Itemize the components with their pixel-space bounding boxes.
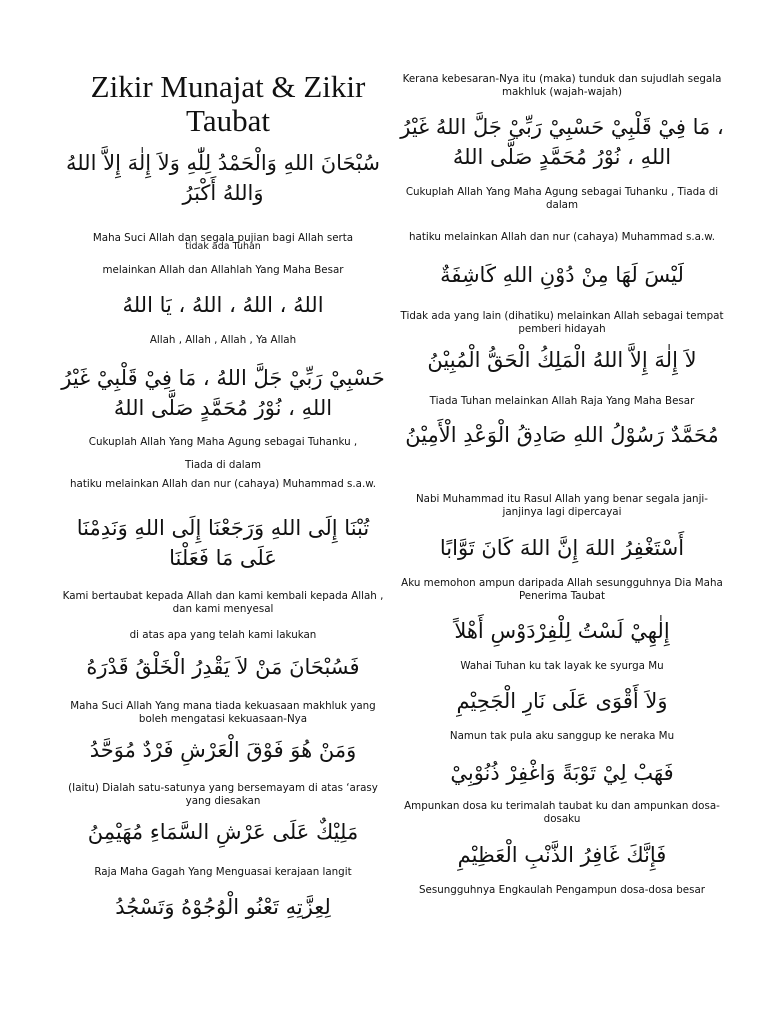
translation-line: Kerana kebesaran-Nya itu (maka) tunduk dan sujudlah segala makhluk (wajah-wajah) xyxy=(402,73,722,98)
translation-line: Raja Maha Gagah Yang Menguasai kerajaan langit xyxy=(94,866,352,878)
translation-line: (Iaitu) Dialah satu-satunya yang bersemayam di atas ‘arasy yang diesakan xyxy=(68,782,378,807)
arabic-verse: حَسْبِيْ رَبِّيْ جَلَّ اللهُ ، مَا فِيْ قَلْبِيْ غَيْرُ اللهِ ، نُوْرُ مُحَمَّدٍ صَلَّى اللهُ xyxy=(61,366,385,420)
translation-line: hatiku melainkan Allah dan nur (cahaya) Muhammad s.a.w. xyxy=(70,478,376,490)
translation-line: di atas apa yang telah kami lakukan xyxy=(129,629,317,641)
arabic-verse: أَسْتَغْفِرُ اللهَ إِنَّ اللهَ كَانَ تَوَّابًا xyxy=(439,536,685,560)
arabic-verse: إِلٰهِيْ لَسْتُ لِلْفِرْدَوْسِ أَهْلاً xyxy=(454,619,670,643)
translation-line: Cukuplah Allah Yang Maha Agung sebagai Tuhanku , Tiada di dalam xyxy=(405,186,719,211)
arabic-verse: فَإِنَّكَ غَافِرُ الذَّنْبِ الْعَظِيْمِ xyxy=(457,843,667,867)
translation-line: Cukuplah Allah Yang Maha Agung sebagai Tuhanku , xyxy=(88,436,358,448)
translation-line: Namun tak pula aku sanggup ke neraka Mu xyxy=(449,730,675,742)
arabic-verse: لاَ إِلٰهَ إِلاَّ اللهُ الْمَلِكُ الْحَقُّ الْمُبِيْنُ xyxy=(427,348,697,372)
arabic-verse: تُبْنَا إِلَى اللهِ وَرَجَعْنَا إِلَى اللهِ وَنَدِمْنَا عَلَى مَا فَعَلْنَا xyxy=(76,516,370,570)
arabic-verse: مُحَمَّدٌ رَسُوْلُ اللهِ صَادِقُ الْوَعْدِ الْأَمِيْنُ xyxy=(405,423,719,447)
arabic-verse: لِعِزَّتِهِ تَعْنُو الْوُجُوْهُ وَتَسْجُدُ xyxy=(115,895,331,919)
arabic-verse: مَلِيْكٌ عَلَى عَرْشِ السَّمَاءِ مُهَيْمِنُ xyxy=(87,820,359,844)
translation-line: Ampunkan dosa ku terimalah taubat ku dan ampunkan dosa-dosaku xyxy=(404,800,720,825)
translation-line: Tiada di dalam xyxy=(185,459,261,471)
arabic-verse: فَسُبْحَانَ مَنْ لاَ يَقْدِرُ الْخَلْقُ قَدْرَهُ xyxy=(86,655,360,679)
arabic-verse: وَلاَ أَقْوَى عَلَى نَارِ الْجَحِيْمِ xyxy=(456,689,668,713)
translation-line: Wahai Tuhan ku tak layak ke syurga Mu xyxy=(460,660,664,672)
arabic-verse: وَمَنْ هُوَ فَوْقَ الْعَرْشِ فَرْدٌ مُوَحَّدُ xyxy=(89,738,357,762)
translation-line: Maha Suci Allah Yang mana tiada kekuasaan makhluk yang boleh mengatasi kekuasaan-Nya xyxy=(70,700,376,725)
translation-line: Tiada Tuhan melainkan Allah Raja Yang Maha Besar xyxy=(429,395,695,407)
arabic-verse: اللهُ ، اللهُ ، اللهُ ، يَا اللهُ xyxy=(122,293,324,317)
translation-line: Nabi Muhammad itu Rasul Allah yang benar segala janji-janjinya lagi dipercayai xyxy=(415,493,709,518)
translation-line: Aku memohon ampun daripada Allah sesungguhnya Dia Maha Penerima Taubat xyxy=(401,577,723,602)
translation-line: Tidak ada yang lain (dihatiku) melainkan Allah sebagai tempat pemberi hidayah xyxy=(400,310,724,335)
translation-line: Allah , Allah , Allah , Ya Allah xyxy=(149,334,297,346)
arabic-verse: فَهَبْ لِيْ تَوْبَةً وَاغْفِرْ ذُنُوْبِيْ xyxy=(450,761,674,785)
translation-line: Sesungguhnya Engkaulah Pengampun dosa-dosa besar xyxy=(419,884,705,896)
translation-line: Kami bertaubat kepada Allah dan kami kembali kepada Allah , dan kami menyesal xyxy=(62,590,384,615)
page-title: Zikir Munajat & Zikir Taubat xyxy=(90,69,366,138)
translation-line: hatiku melainkan Allah dan nur (cahaya) Muhammad s.a.w. xyxy=(409,231,715,243)
translation-line: Maha Suci Allah dan segala pujian bagi Allah serta xyxy=(92,232,354,244)
arabic-verse: لَيْسَ لَهَا مِنْ دُوْنِ اللهِ كَاشِفَةٌ xyxy=(440,263,684,287)
translation-line: tidak ada Tuhan xyxy=(185,241,261,252)
arabic-verse: سُبْحَانَ اللهِ وَالْحَمْدُ لِلّٰهِ وَلاَ إِلٰهَ إِلاَّ اللهُ وَاللهُ أَكْبَرُ xyxy=(65,151,381,205)
translation-line: melainkan Allah dan Allahlah Yang Maha Besar xyxy=(102,264,344,276)
arabic-verse: ، مَا فِيْ قَلْبِيْ حَسْبِيْ رَبِّيْ جَلَّ اللهُ غَيْرُ اللهِ ، نُوْرُ مُحَمَّدٍ صَلَّى اللهُ xyxy=(400,115,724,169)
